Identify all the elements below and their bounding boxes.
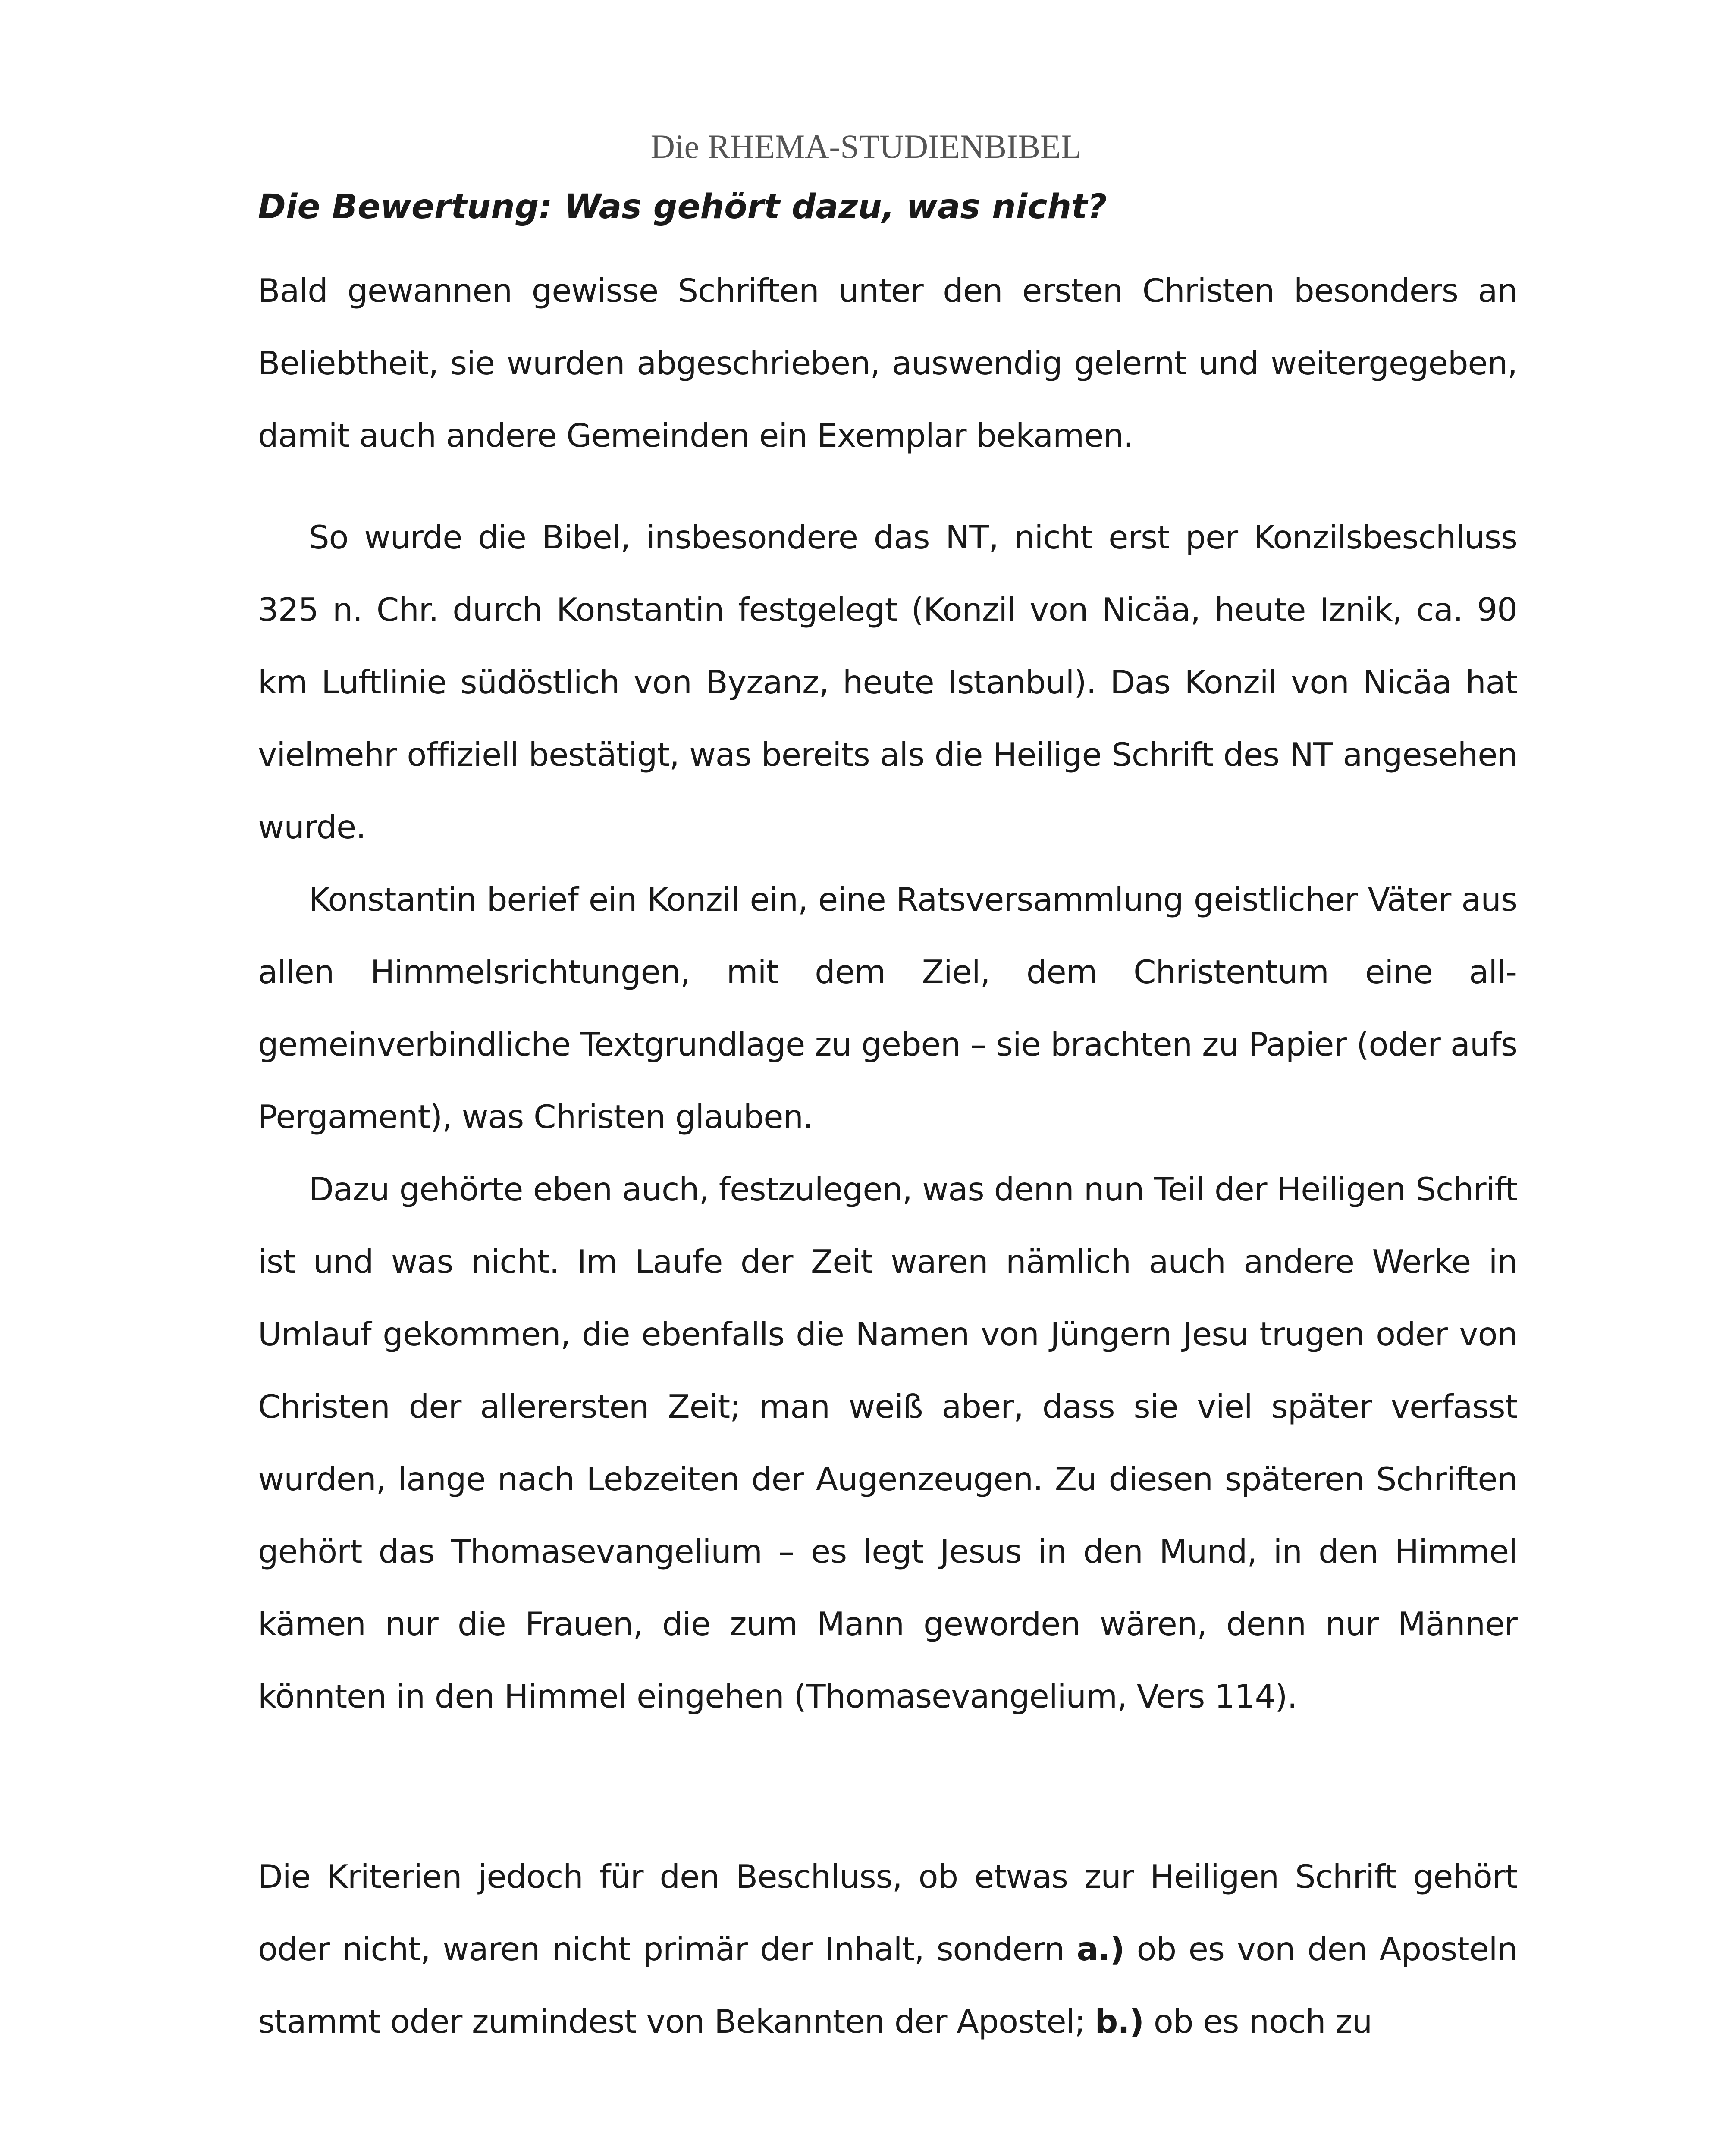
paragraph-5-text-2: ob es von den Aposteln stammt oder zumindest von Bekannten der Apostel; — [258, 1930, 1517, 2040]
body-text-column — [258, 181, 1517, 2058]
paragraph-2: So wurde die Bibel, insbesondere das NT, nicht erst per Konzilsbeschluss 325 n. Chr. durch Konstantin festgelegt (Konzil von Nicäa, heute Iznik, ca. 90 km Luftlinie südöstlich von Byzanz, heute Istanbul). Das Konzil von Nicäa hat vielmehr offiziell bestätigt, was bereits als die Heilige Schrift des NT angesehen wurde. — [258, 518, 1517, 846]
paragraph-5-text-3: ob es noch zu — [1144, 2002, 1372, 2040]
paragraph-3: Konstantin berief ein Konzil ein, eine Ratsversammlung geistlicher Väter aus allen Himmelsrichtungen, mit dem Ziel, dem Christentum eine allgemeinverbindliche Textgrundlage zu geben – sie brachten zu Papier (oder aufs Pergament), was Christen glauben. — [258, 881, 1517, 1136]
paragraph-1: Bald gewannen gewisse Schriften unter den ersten Christen besonders an Beliebtheit, sie wurden abgeschrieben, auswendig gelernt und weitergegeben, damit auch andere Gemeinden ein Exemplar bekamen. — [258, 272, 1517, 454]
section-heading: Die Bewertung: Was gehört dazu, was nicht? — [258, 188, 1107, 226]
criterion-a-marker: a.) — [1076, 1930, 1124, 1968]
paragraph-4: Dazu gehörte eben auch, festzulegen, was denn nun Teil der Heiligen Schrift ist und was nicht. Im Laufe der Zeit waren nämlich auch andere Werke in Umlauf gekommen, die ebenfalls die Namen von Jüngern Jesu trugen oder von Christen der allerersten Zeit; man weiß aber, dass sie viel später verfasst wurden, lange nach Lebzeiten der Augenzeugen. Zu diesen späteren Schriften gehört das Thomasevangelium – es legt Jesus in den Mund, in den Himmel kämen nur die Frauen, die zum Mann geworden wären, denn nur Männer könnten in den Himmel eingehen (Thomasevangelium, Vers 114). — [258, 1170, 1517, 1715]
running-header: Die RHEMA-STUDIENBIBEL — [650, 128, 1082, 165]
paragraph-5 — [258, 1840, 1517, 2058]
paragraph-5-text-1: Die Kriterien jedoch für den Beschluss, ob etwas zur Heiligen Schrift gehört oder nicht, waren nicht primär der Inhalt, sondern — [258, 1858, 1517, 1968]
criterion-b-marker: b.) — [1095, 2002, 1144, 2040]
